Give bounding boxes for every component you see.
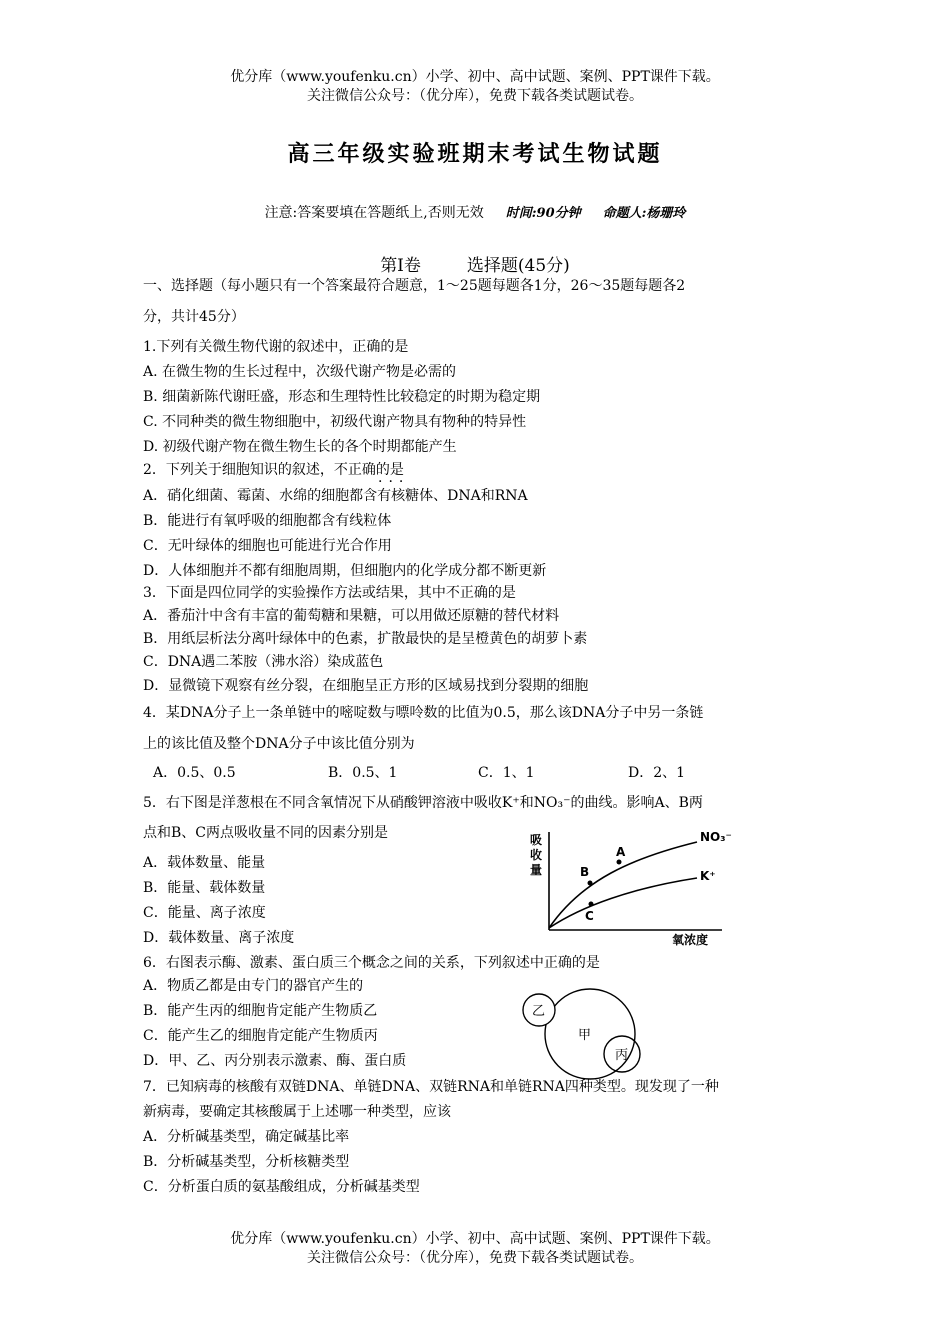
label-jia: 甲 xyxy=(578,1028,592,1043)
q4-option-c: C．1、1 xyxy=(478,765,535,781)
venn-diagram xyxy=(518,978,678,1084)
series-label-no3: NO₃⁻ xyxy=(700,830,732,844)
q5-option-d: D．载体数量、离子浓度 xyxy=(143,930,295,946)
absorption-chart xyxy=(522,824,744,950)
q4-stem-2: 上的该比值及整个DNA分子中该比值分别为 xyxy=(143,736,415,752)
q4-option-b: B．0.5、1 xyxy=(328,765,398,781)
exam-time: 时间:90分钟 xyxy=(505,206,581,221)
footer-line-1: 优分库（www.youfenku.cn）小学、初中、高中试题、案例、PPT课件下载。 xyxy=(230,1231,720,1247)
page-title: 高三年级实验班期末考试生物试题 xyxy=(287,141,663,167)
q7-option-a: A．分析碱基类型，确定碱基比率 xyxy=(143,1129,350,1145)
q6-option-a: A．物质乙都是由专门的器官产生的 xyxy=(143,978,364,994)
q3-option-c: C．DNA遇二苯胺（沸水浴）染成蓝色 xyxy=(143,654,384,670)
q3-option-b: B．用纸层析法分离叶绿体中的色素，扩散最快的是呈橙黄色的胡萝卜素 xyxy=(143,631,588,647)
section-heading xyxy=(0,251,950,276)
q3-stem: 3．下面是四位同学的实验操作方法或结果，其中不正确的是 xyxy=(143,585,516,601)
q3-option-d: D．显微镜下观察有丝分裂，在细胞呈正方形的区域易找到分裂期的细胞 xyxy=(143,678,589,694)
q5-option-c: C．能量、离子浓度 xyxy=(143,905,266,921)
label-bing: 丙 xyxy=(615,1048,629,1063)
y-label-3: 量 xyxy=(530,863,543,877)
q5-stem-1: 5．右下图是洋葱根在不同含氧情况下从硝酸钾溶液中吸收K⁺和NO₃⁻的曲线。影响A、B两 xyxy=(143,795,703,811)
q3-option-a: A．番茄汁中含有丰富的葡萄糖和果糖，可以用做还原糖的替代材料 xyxy=(143,608,560,624)
q1-option-d: D. 初级代谢产物在微生物生长的各个时期都能产生 xyxy=(143,439,457,455)
q6-stem: 6．右图表示酶、激素、蛋白质三个概念之间的关系，下列叙述中正确的是 xyxy=(143,955,600,971)
point-c-dot xyxy=(589,902,594,907)
notice-line xyxy=(0,202,950,222)
q5-option-b: B．能量、载体数量 xyxy=(143,880,266,896)
y-label-2: 收 xyxy=(530,848,543,862)
q6-option-b: B．能产生丙的细胞肯定能产生物质乙 xyxy=(143,1003,378,1019)
q2-option-d: D．人体细胞并不都有细胞周期，但细胞内的化学成分都不断更新 xyxy=(143,563,547,579)
exam-author: 命题人:杨珊玲 xyxy=(602,206,686,221)
q7-stem-2: 新病毒，要确定其核酸属于上述哪一种类型，应该 xyxy=(143,1104,451,1120)
point-a-label: A xyxy=(616,845,626,859)
section-name: 选择题(45分) xyxy=(466,256,570,276)
q1-stem: 1.下列有关微生物代谢的叙述中，正确的是 xyxy=(143,339,409,355)
q5-option-a: A．载体数量、能量 xyxy=(143,855,266,871)
q6-option-c: C．能产生乙的细胞肯定能产生物质丙 xyxy=(143,1028,378,1044)
header-line-2: 关注微信公众号：（优分库），免费下载各类试题试卷。 xyxy=(307,88,643,104)
point-a-dot xyxy=(617,860,622,865)
y-label-1: 吸 xyxy=(530,833,543,847)
q1-option-a: A. 在微生物的生长过程中，次级代谢产物是必需的 xyxy=(143,364,457,380)
footer-line-2: 关注微信公众号：（优分库），免费下载各类试题试卷。 xyxy=(307,1250,643,1266)
q1-option-b: B. 细菌新陈代谢旺盛，形态和生理特性比较稳定的时期为稳定期 xyxy=(143,389,541,405)
q7-option-b: B．分析碱基类型，分析核糖类型 xyxy=(143,1154,350,1170)
q4-stem-1: 4．某DNA分子上一条单链中的嘧啶数与嘌呤数的比值为0.5，那么该DNA分子中另一条链 xyxy=(143,705,704,721)
section-label: 第Ⅰ卷 xyxy=(380,256,421,276)
notice-text: 注意:答案要填在答题纸上,否则无效 xyxy=(264,205,484,221)
q2-option-b: B．能进行有氧呼吸的细胞都含有线粒体 xyxy=(143,513,392,529)
x-axis-label: 氧浓度 xyxy=(672,933,709,947)
q2-option-c: C．无叶绿体的细胞也可能进行光合作用 xyxy=(143,538,392,554)
q7-option-c: C．分析蛋白质的氨基酸组成，分析碱基类型 xyxy=(143,1179,420,1195)
series-label-k: K⁺ xyxy=(700,869,716,883)
instruction-line-2: 分，共计45分） xyxy=(143,309,245,325)
instruction-line-1: 一、选择题（每小题只有一个答案最符合题意，1～25题每题各1分，26～35题每题各2 xyxy=(143,278,686,294)
q2-option-a: A．硝化细菌、霉菌、水绵的细胞都含有核糖体、DNA和RNA xyxy=(143,488,528,504)
q5-stem-2: 点和B、C两点吸收量不同的因素分别是 xyxy=(143,825,388,841)
header-line-1: 优分库（www.youfenku.cn）小学、初中、高中试题、案例、PPT课件下载。 xyxy=(230,69,720,85)
point-b-label: B xyxy=(580,865,590,879)
label-yi: 乙 xyxy=(532,1004,546,1019)
q6-option-d: D．甲、乙、丙分别表示激素、酶、蛋白质 xyxy=(143,1053,407,1069)
q4-option-d: D．2、1 xyxy=(628,765,686,781)
q7-stem-1: 7．已知病毒的核酸有双链DNA、单链DNA、双链RNA和单链RNA四种类型。现发现了一种 xyxy=(143,1079,719,1095)
emphasis-dots: ··· xyxy=(378,474,410,490)
q2-stem: 2．下列关于细胞知识的叙述，不正确的是 xyxy=(143,462,404,478)
q4-option-a: A．0.5、0.5 xyxy=(153,765,236,781)
k-curve xyxy=(549,878,697,928)
point-b-dot xyxy=(588,881,593,886)
q1-option-c: C. 不同种类的微生物细胞中，初级代谢产物具有物种的特异性 xyxy=(143,414,527,430)
point-c-label: C xyxy=(585,909,594,923)
